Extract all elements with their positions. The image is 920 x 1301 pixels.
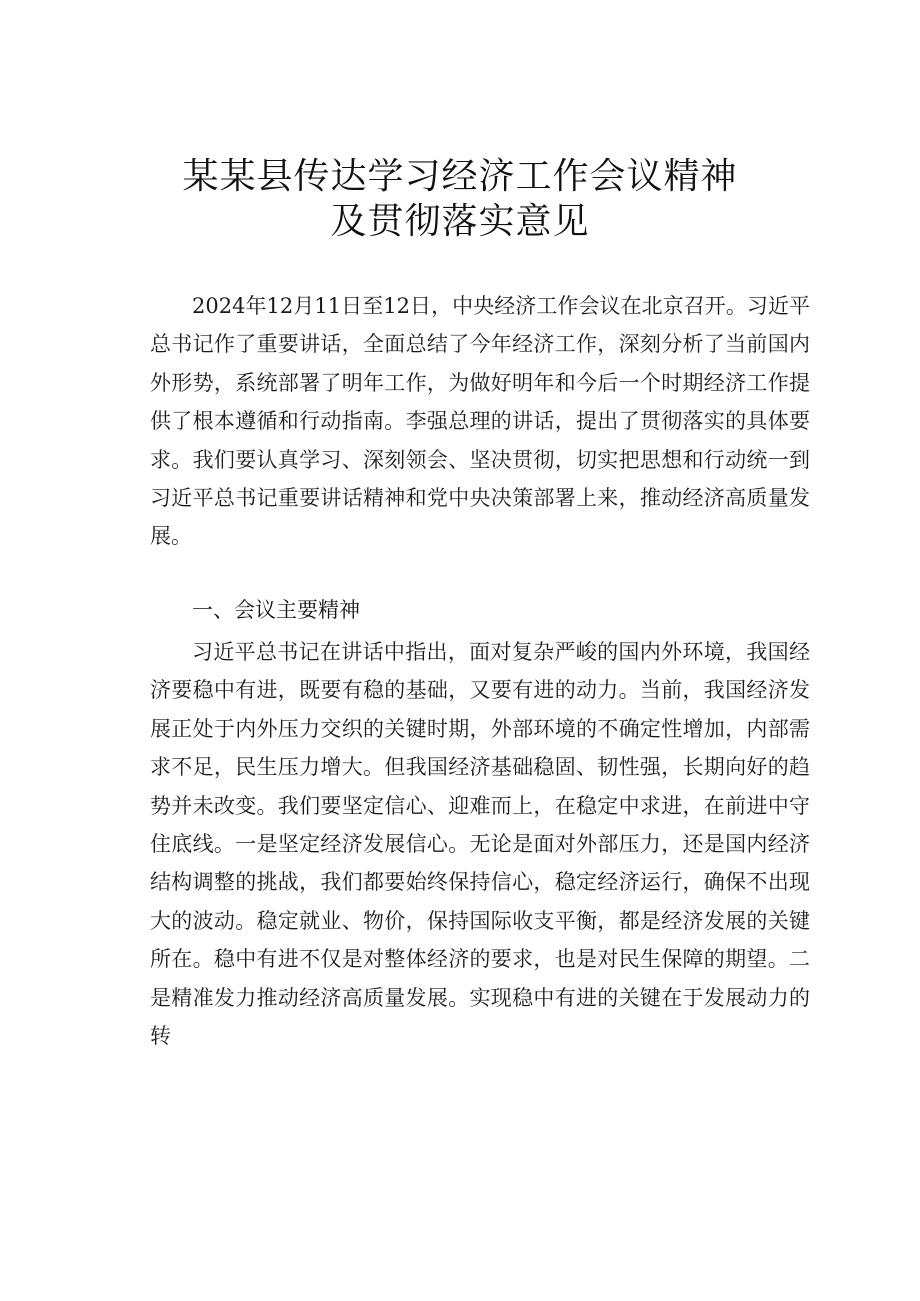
section-heading: 一、会议主要精神 xyxy=(192,598,360,622)
document-title-line-1: 某某县传达学习经济工作会议精神 xyxy=(182,156,738,197)
document-title-line-2: 及贯彻落实意见 xyxy=(330,201,590,242)
intro-paragraph: 2024年12月11日至12日，中央经济工作会议在北京召开。习近平总书记作了重要讲话，全面总结了今年经济工作，深刻分析了当前国内外形势，系统部署了明年工作，为做好明年和今后一个时期经济工作提供了根本遵循和行动指南。李强总理的讲话，提出了贯彻落实的具体要求。我们要认真学习、深刻领会、坚决贯彻，切实把思想和行动统一到习近平总书记重要讲话精神和党中央决策部署上来，推动经济高质量发展。 xyxy=(150,294,810,549)
body-paragraph: 习近平总书记在讲话中指出，面对复杂严峻的国内外环境，我国经济要稳中有进，既要有稳的基础，又要有进的动力。当前，我国经济发展正处于内外压力交织的关键时期，外部环境的不确定性增加，内部需求不足，民生压力增大。但我国经济基础稳固、韧性强，长期向好的趋势并未改变。我们要坚定信心、迎难而上，在稳定中求进，在前进中守住底线。一是坚定经济发展信心。无论是面对外部压力，还是国内经济结构调整的挑战，我们都要始终保持信心，稳定经济运行，确保不出现大的波动。稳定就业、物价，保持国际收支平衡，都是经济发展的关键所在。稳中有进不仅是对整体经济的要求，也是对民生保障的期望。二是精准发力推动经济高质量发展。实现稳中有进的关键在于发展动力的转 xyxy=(150,640,810,1049)
